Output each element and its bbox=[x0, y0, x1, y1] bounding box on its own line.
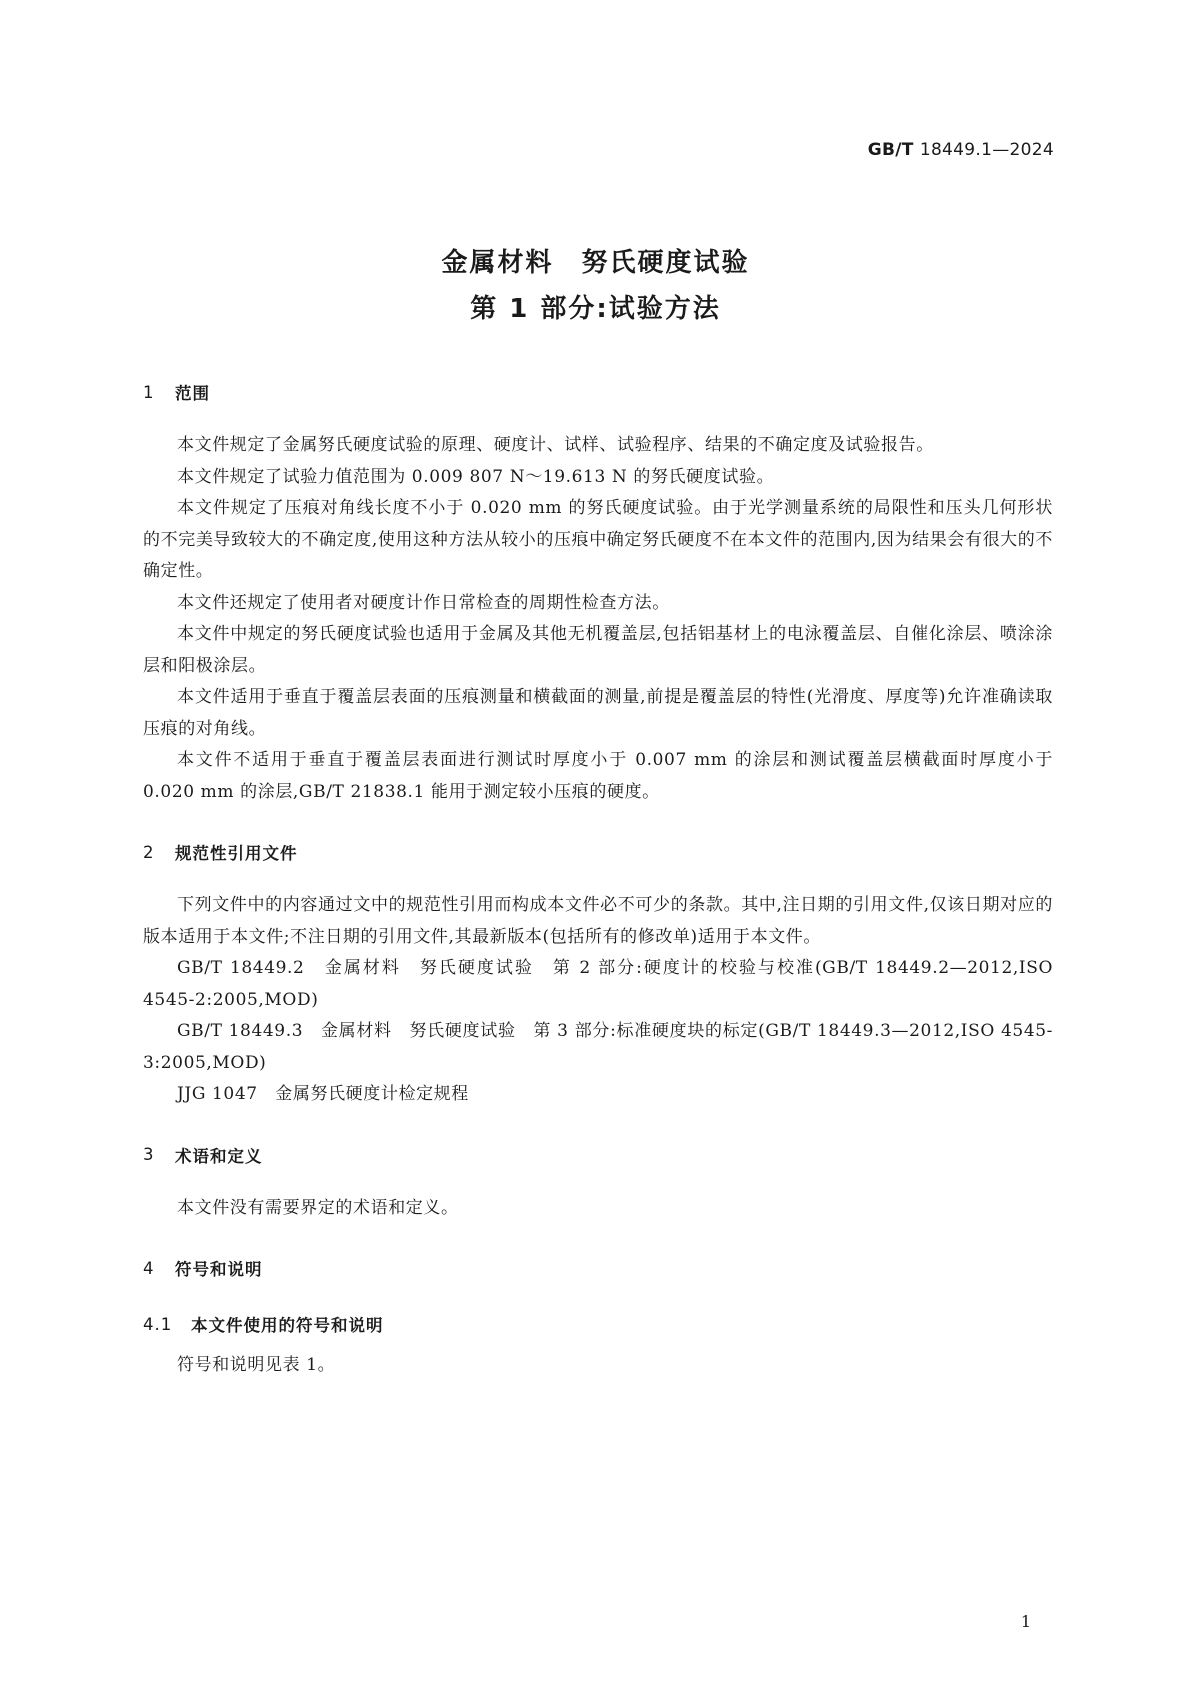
reference-entry: GB/T 18449.3 金属材料 努氏硬度试验 第 3 部分:标准硬度块的标定(GB/T 18449.3—2012,ISO 4545-3:2005,MOD) bbox=[143, 1021, 1053, 1073]
document-body bbox=[143, 380, 1053, 1382]
section-number: 4 bbox=[143, 1258, 155, 1278]
section-number: 1 bbox=[143, 382, 155, 402]
paragraph: 本文件规定了试验力值范围为 0.009 807 N～19.613 N 的努氏硬度试验。 bbox=[177, 466, 775, 487]
paragraph: 本文件不适用于垂直于覆盖层表面进行测试时厚度小于 0.007 mm 的涂层和测试覆盖层横截面时厚度小于 0.020 mm 的涂层,GB/T 21838.1 能用于测定较小压痕的硬度。 bbox=[143, 750, 1053, 802]
section-heading-scope bbox=[143, 380, 1053, 404]
paragraph: 符号和说明见表 1。 bbox=[177, 1355, 336, 1375]
subsection-heading-symbols-used bbox=[143, 1312, 1053, 1336]
section-title: 规范性引用文件 bbox=[175, 844, 298, 863]
paragraph: 本文件适用于垂直于覆盖层表面的压痕测量和横截面的测量,前提是覆盖层的特性(光滑度、厚度等)允许准确读取压痕的对角线。 bbox=[143, 687, 1053, 739]
paragraph: 本文件规定了金属努氏硬度试验的原理、硬度计、试样、试验程序、结果的不确定度及试验报告。 bbox=[177, 435, 934, 455]
paragraph: 本文件中规定的努氏硬度试验也适用于金属及其他无机覆盖层,包括铝基材上的电泳覆盖层、自催化涂层、喷涂涂层和阳极涂层。 bbox=[143, 624, 1053, 676]
subsection-title: 本文件使用的符号和说明 bbox=[191, 1316, 384, 1335]
reference-entry: GB/T 18449.2 金属材料 努氏硬度试验 第 2 部分:硬度计的校验与校准(GB/T 18449.2—2012,ISO 4545-2:2005,MOD) bbox=[143, 958, 1053, 1010]
paragraph: 本文件没有需要界定的术语和定义。 bbox=[177, 1197, 459, 1218]
section-heading-terms bbox=[143, 1143, 1053, 1167]
reference-entry: JJG 1047 金属努氏硬度计检定规程 bbox=[177, 1084, 469, 1104]
section-number: 2 bbox=[143, 842, 155, 862]
paragraph: 下列文件中的内容通过文中的规范性引用而构成本文件必不可少的条款。其中,注日期的引用文件,仅该日期对应的版本适用于本文件;不注日期的引用文件,其最新版本(包括所有的修改单)适用于本文件。 bbox=[143, 895, 1053, 947]
page-number: 1 bbox=[1020, 1612, 1031, 1631]
section-number: 3 bbox=[143, 1145, 155, 1164]
standard-code-number: 18449.1—2024 bbox=[919, 140, 1054, 160]
section-heading-normative-references bbox=[143, 840, 1053, 864]
title-line-1: 金属材料 努氏硬度试验 bbox=[441, 248, 750, 278]
standard-code-prefix: GB/T bbox=[867, 140, 914, 160]
section-title: 范围 bbox=[175, 384, 210, 403]
subsection-number: 4.1 bbox=[143, 1314, 173, 1334]
paragraph: 本文件规定了压痕对角线长度不小于 0.020 mm 的努氏硬度试验。由于光学测量系统的局限性和压头几何形状的不完美导致较大的不确定度,使用这种方法从较小的压痕中确定努氏硬度不在本文件的范围内,因为结果会有很大的不确定性。 bbox=[143, 498, 1053, 581]
document-title bbox=[0, 240, 1191, 332]
section-title: 术语和定义 bbox=[175, 1146, 263, 1166]
paragraph: 本文件还规定了使用者对硬度计作日常检查的周期性检查方法。 bbox=[177, 592, 670, 613]
section-heading-symbols bbox=[143, 1256, 1053, 1280]
section-title: 符号和说明 bbox=[175, 1260, 263, 1279]
title-line-2: 第 1 部分:试验方法 bbox=[470, 294, 721, 324]
standard-code bbox=[868, 140, 1054, 160]
